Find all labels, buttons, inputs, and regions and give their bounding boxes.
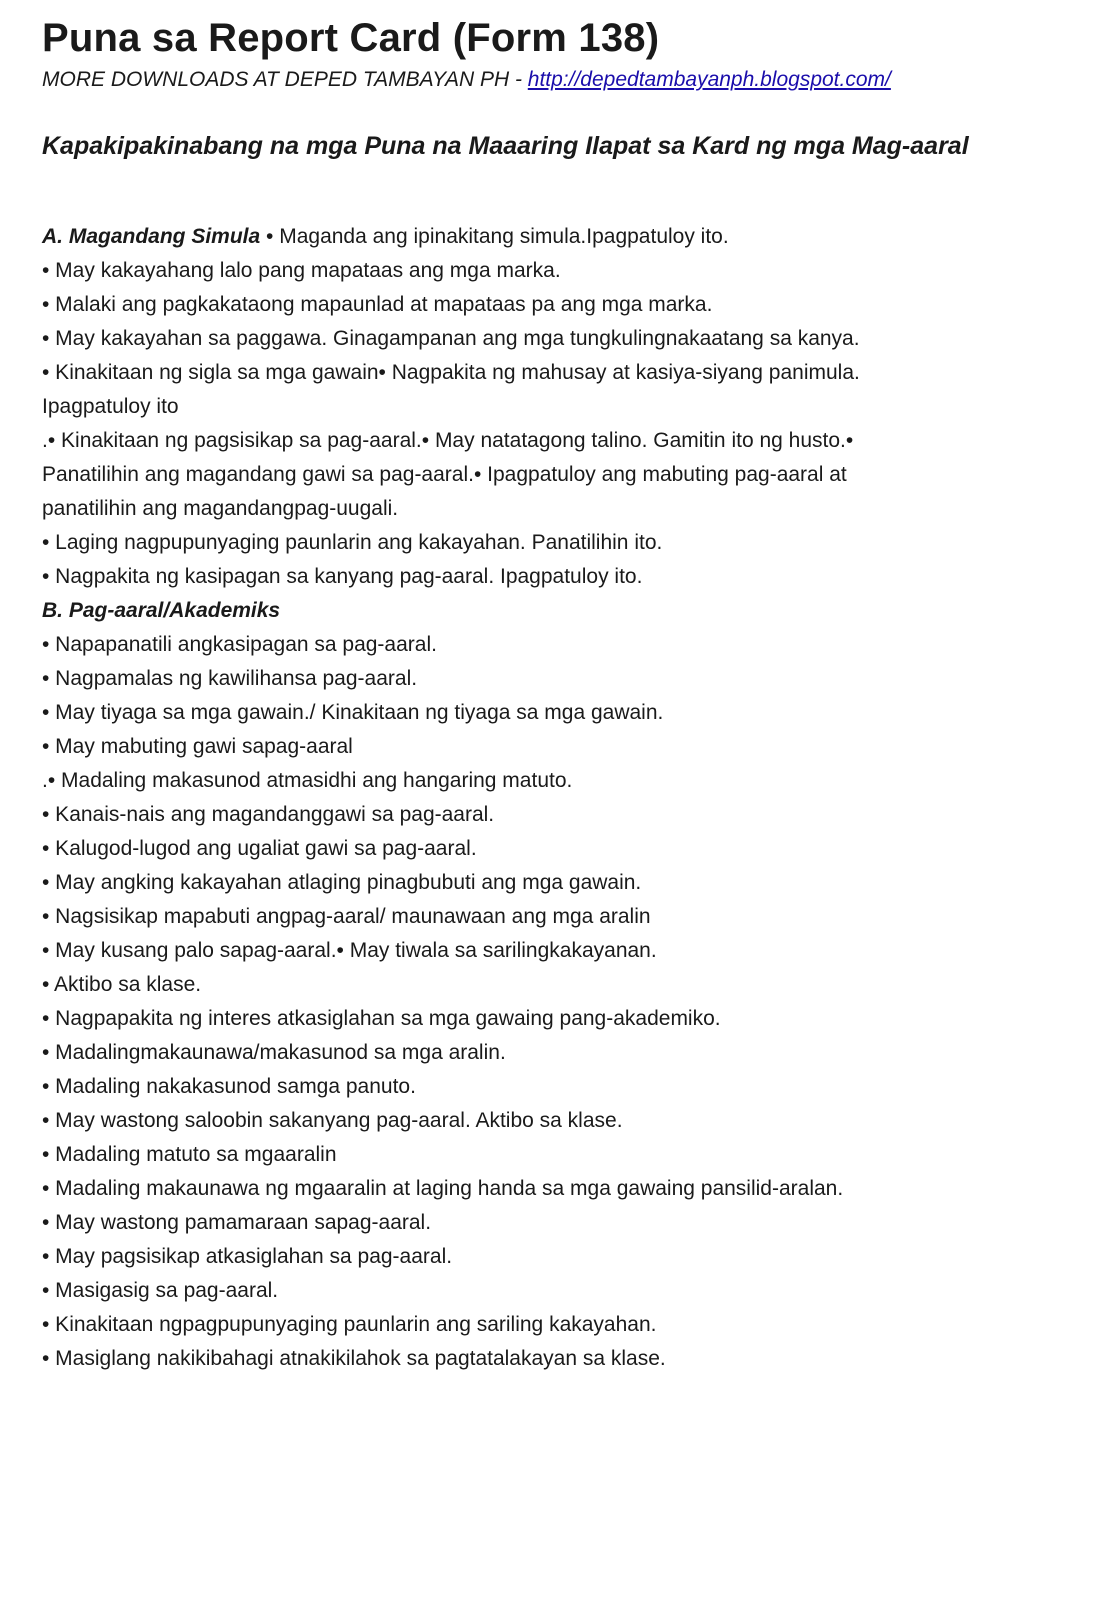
list-item: • Masigasig sa pag-aaral. [42, 1279, 279, 1302]
downloads-prefix: MORE DOWNLOADS AT DEPED TAMBAYAN PH - [42, 68, 528, 91]
list-item: • May wastong saloobin sakanyang pag-aaral. Aktibo sa klase. [42, 1109, 623, 1132]
section-a-first-item: • Maganda ang ipinakitang simula.Ipagpatuloy ito. [260, 225, 729, 248]
downloads-line [42, 66, 1080, 94]
list-item: panatilihin ang magandangpag-uugali. [42, 497, 399, 520]
list-item: • May tiyaga sa mga gawain./ Kinakitaan ng tiyaga sa mga gawain. [42, 701, 664, 724]
list-item: • May kakayahan sa paggawa. Ginagampanan ang mga tungkulingnakaatang sa kanya. [42, 327, 860, 350]
list-item: • Nagpamalas ng kawilihansa pag-aaral. [42, 667, 418, 690]
list-item: • Malaki ang pagkakataong mapaunlad at mapataas pa ang mga marka. [42, 293, 713, 316]
section-a-heading: A. Magandang Simula [42, 225, 261, 248]
list-item: .• Madaling makasunod atmasidhi ang hangaring matuto. [42, 769, 573, 792]
remarks-body [42, 220, 1080, 1376]
list-item: • Aktibo sa klase. [42, 973, 202, 996]
list-item: Panatilihin ang magandang gawi sa pag-aaral.• Ipagpatuloy ang mabuting pag-aaral at [42, 463, 847, 486]
list-item: • May mabuting gawi sapag-aaral [42, 735, 353, 758]
section-b-heading: B. Pag-aaral/Akademiks [42, 599, 281, 622]
list-item: • Madaling matuto sa mgaaralin [42, 1143, 337, 1166]
section-b-list [42, 628, 1080, 1376]
list-item: • Madaling nakakasunod samga panuto. [42, 1075, 416, 1098]
list-item: • Masiglang nakikibahagi atnakikilahok sa pagtatalakayan sa klase. [42, 1347, 666, 1370]
page-title: Puna sa Report Card (Form 138) [42, 16, 660, 60]
list-item: • Madalingmakaunawa/makasunod sa mga aralin. [42, 1041, 506, 1064]
list-item: • Nagpapakita ng interes atkasiglahan sa mga gawaing pang-akademiko. [42, 1007, 721, 1030]
list-item: • May angking kakayahan atlaging pinagbubuti ang mga gawain. [42, 871, 642, 894]
list-item: • Napapanatili angkasipagan sa pag-aaral. [42, 633, 437, 656]
list-item: • Nagpakita ng kasipagan sa kanyang pag-aaral. Ipagpatuloy ito. [42, 565, 643, 588]
list-item: • Kalugod-lugod ang ugaliat gawi sa pag-aaral. [42, 837, 477, 860]
list-item: • Kinakitaan ngpagpupunyaging paunlarin ang sariling kakayahan. [42, 1313, 657, 1336]
list-item: • May wastong pamamaraan sapag-aaral. [42, 1211, 432, 1234]
list-item: Ipagpatuloy ito [42, 395, 179, 418]
list-item: • Kinakitaan ng sigla sa mga gawain• Nagpakita ng mahusay at kasiya-siyang panimula. [42, 361, 860, 384]
downloads-link[interactable]: http://depedtambayanph.blogspot.com/ [527, 68, 891, 91]
list-item: • May kakayahang lalo pang mapataas ang mga marka. [42, 259, 561, 282]
list-item: • May kusang palo sapag-aaral.• May tiwala sa sarilingkakayanan. [42, 939, 657, 962]
list-item: • Kanais-nais ang magandanggawi sa pag-aaral. [42, 803, 495, 826]
list-item: • Laging nagpupunyaging paunlarin ang kakayahan. Panatilihin ito. [42, 531, 663, 554]
list-item: .• Kinakitaan ng pagsisikap sa pag-aaral.• May natatagong talino. Gamitin ito ng husto.• [42, 429, 854, 452]
document-subtitle: Kapakipakinabang na mga Puna na Maaaring Ilapat sa Kard ng mga Mag-aaral [42, 132, 969, 160]
section-a-list [42, 254, 1080, 594]
list-item: • Nagsisikap mapabuti angpag-aaral/ maunawaan ang mga aralin [42, 905, 651, 928]
section-a-first-line [42, 220, 1080, 254]
list-item: • Madaling makaunawa ng mgaaralin at laging handa sa mga gawaing pansilid-aralan. [42, 1177, 844, 1200]
list-item: • May pagsisikap atkasiglahan sa pag-aaral. [42, 1245, 453, 1268]
